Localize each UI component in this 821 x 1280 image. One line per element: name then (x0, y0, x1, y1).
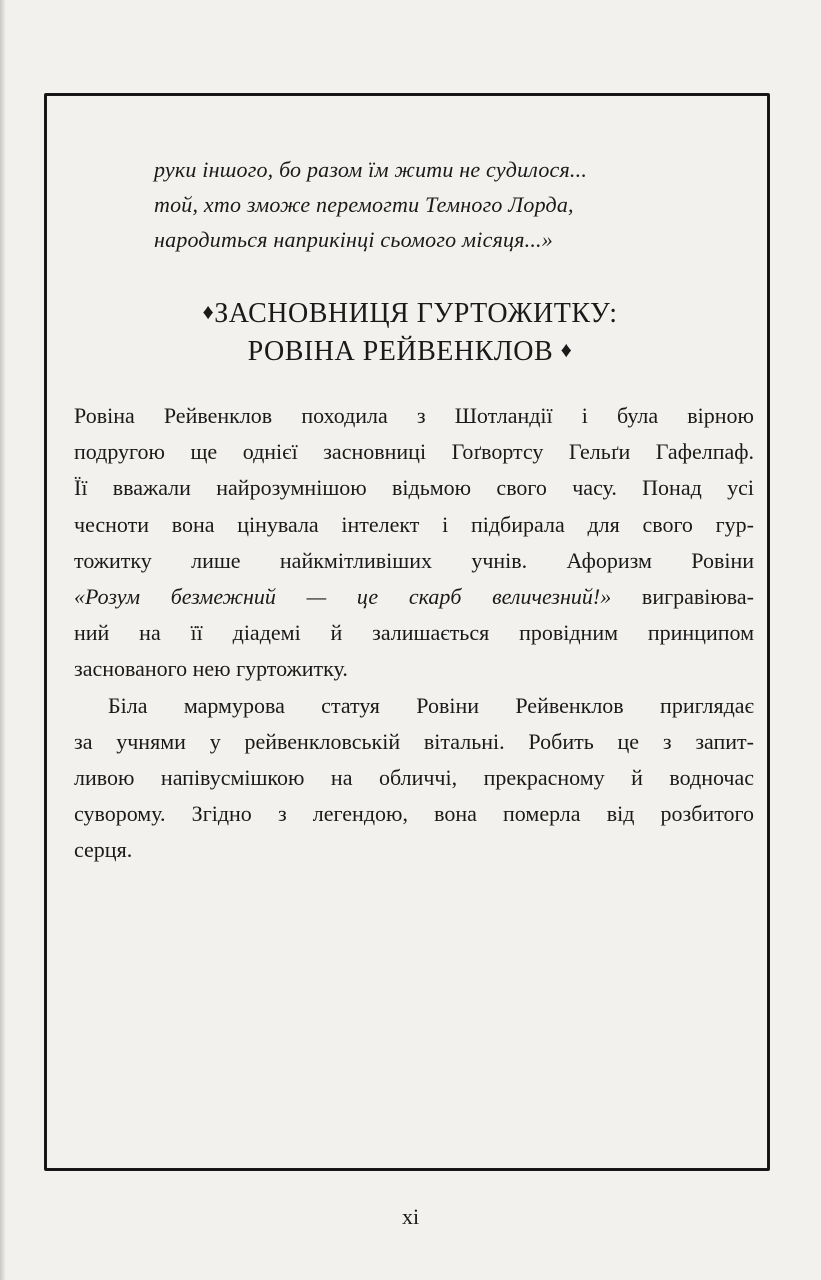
paragraph-2-line: Біла мармурова статуя Ровіни Рейвенклов приглядає (108, 692, 754, 718)
section-heading-line2 (60, 336, 760, 368)
paragraph-2-line: суворому. Згідно з легендою, вона померла від розбитого (74, 801, 754, 827)
paragraph-2-line: за учнями у рейвенкловській вітальні. Робить це з запит- (74, 728, 754, 754)
diamond-ornament-icon: ♦ (202, 299, 215, 324)
paragraph-2-line: серця. (74, 837, 133, 863)
quote-line: той, хто зможе перемогти Темного Лорда, (154, 192, 574, 217)
paragraph-1-line: подругою ще однієї засновниці Гоґвортсу Гельґи Гафелпаф. (74, 439, 754, 465)
paragraph-1-line: ний на її діадемі й залишається провідним принципом (74, 620, 754, 646)
page-number: xi (401, 1204, 420, 1229)
aphorism-rest: вигравіюва- (611, 584, 755, 610)
paragraph-1-line: чесноти вона цінувала інтелект і підбирала для свого гур- (74, 511, 754, 537)
paragraph-1-line: тожитку лише найкмітливіших учнів. Афоризм Ровіни (74, 547, 754, 573)
paragraph-1-line: Ровіна Рейвенклов походила з Шотландії і була вірною (74, 403, 754, 428)
paragraph-1-line: заснованого нею гуртожитку. (74, 656, 348, 682)
paragraph-2-line: ливою напівусмішкою на обличчі, прекрасному й водночас (74, 765, 754, 791)
section-heading-line1 (60, 298, 760, 330)
quote-line: народиться наприкінці сьомого місяця...» (154, 227, 553, 252)
quote-line: руки іншого, бо разом їм жити не судилося... (154, 157, 588, 182)
page-edge-shadow (0, 0, 6, 1280)
paragraph-1-line: Її вважали найрозумнішою відьмою свого часу. Понад усі (74, 475, 754, 501)
prophecy-quote (154, 152, 714, 257)
aphorism-italic: «Розум безмежний — це скарб величезний!» (74, 584, 612, 610)
heading-text-1: ЗАСНОВНИЦЯ ГУРТОЖИТКУ: (214, 298, 618, 329)
diamond-ornament-icon: ♦ (560, 337, 573, 362)
paragraph-1-line-aphorism (74, 579, 754, 615)
body-text (74, 398, 754, 869)
heading-text-2: РОВІНА РЕЙВЕНКЛОВ (247, 336, 554, 367)
